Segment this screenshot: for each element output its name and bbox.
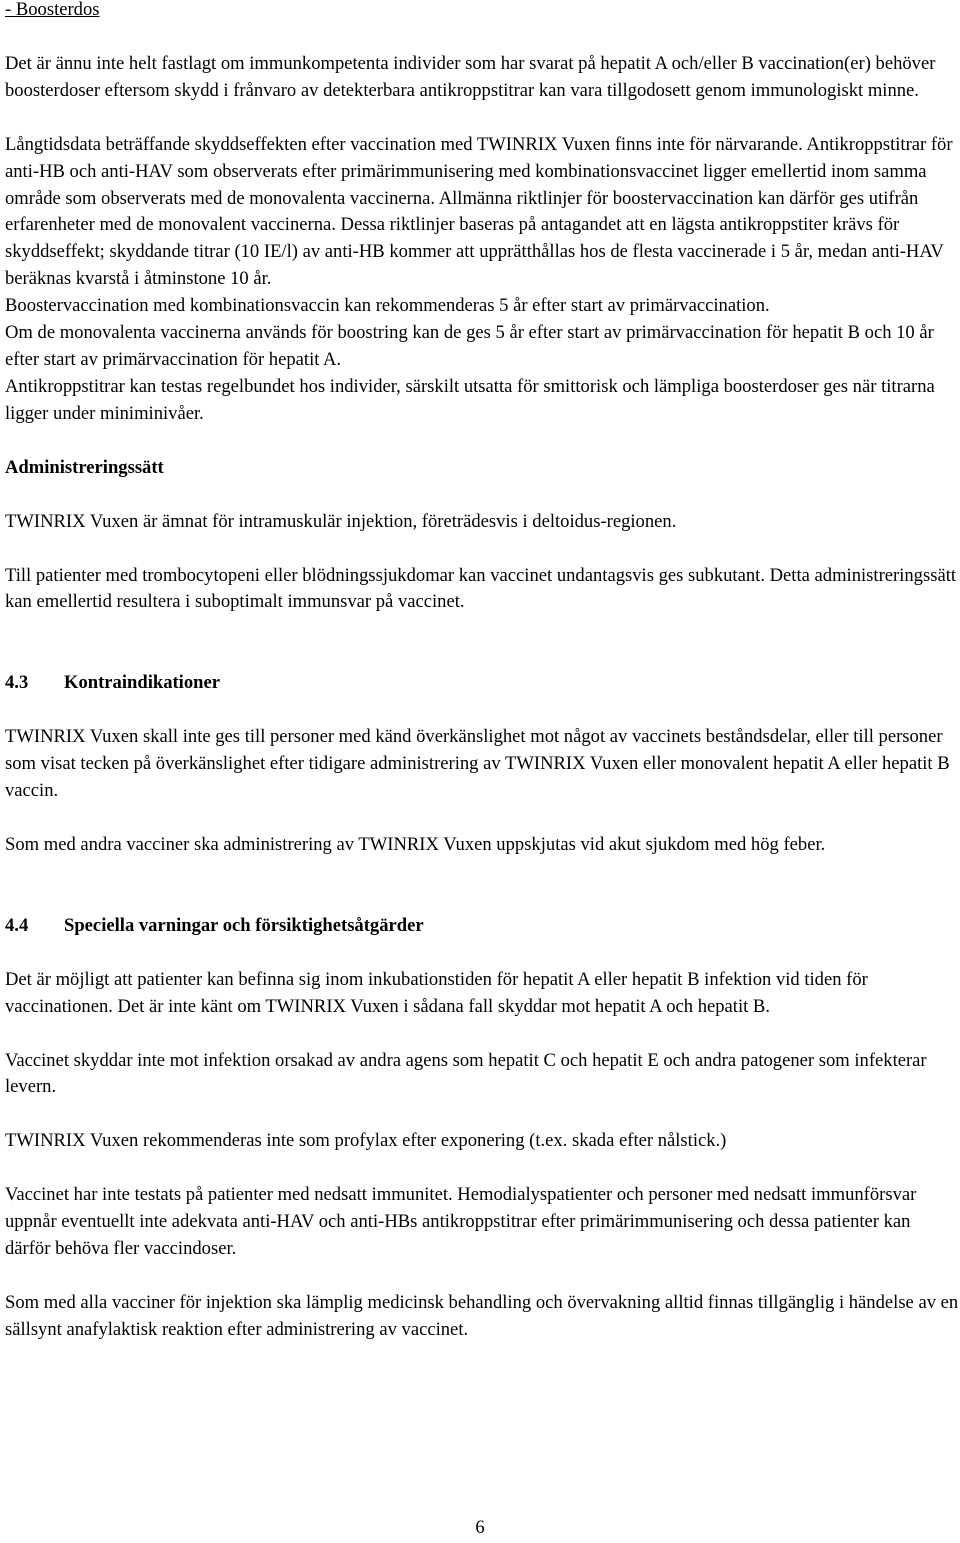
section-4-4-title: Speciella varningar och försiktighetsåtgärder [64,914,424,936]
administrering-paragraph-1: TWINRIX Vuxen är ämnat för intramuskulär injektion, företrädesvis i deltoidus-regionen. [5,510,677,532]
boosterdos-heading: - Boosterdos [5,0,100,20]
administrering-paragraph-2: Till patienter med trombocytopeni eller blödningssjukdomar kan vaccinet undantagsvis ges subkutant. Detta administreringssätt kan emellertid resultera i suboptimalt immunsvar på vaccinet. [5,564,957,613]
boosterdos-paragraph-5: Antikroppstitrar kan testas regelbundet hos individer, särskilt utsatta för smittorisk och lämpliga boosterdoser ges när titrarna ligger under miniminivåer. [5,375,935,424]
varningar-paragraph-4: Vaccinet har inte testats på patienter med nedsatt immunitet. Hemodialyspatienter och personer med nedsatt immunförsvar uppnår eventuellt inte adekvata anti-HAV och anti-HBs antikroppstitrar efter primärimmunisering och dessa patienter kan därför behöva fler vaccindoser. [5,1184,917,1260]
varningar-paragraph-5: Som med alla vacciner för injektion ska lämplig medicinsk behandling och övervakning alltid finnas tillgänglig i händelse av en sällsynt anafylaktisk reaktion efter administrering av vaccinet. [5,1292,959,1340]
boosterdos-paragraph-2: Långtidsdata beträffande skyddseffekten efter vaccination med TWINRIX Vuxen finns inte för närvarande. Antikroppstitrar för anti-HB och anti-HAV som observerats efter primärimmunisering med kombinationsvaccinet ligger emellertid inom samma område som observerats med de monovalenta vaccinerna. Allmänna riktlinjer för boostervaccination kan därför ges utifrån erfarenheter med de monovalent vaccinerna. Dessa riktlinjer baseras på antagandet att en lägsta antikroppstiter krävs för skyddseffekt; skyddande titrar (10 IE/l) av anti-HB kommer att upprätthållas hos de flesta vaccinerade i 5 år, medan anti-HAV beräknas kvarstå i åtminstone 10 år. [5,133,953,290]
varningar-paragraph-1: Det är möjligt att patienter kan befinna sig inom inkubationstiden för hepatit A eller hepatit B infektion vid tiden för vaccinationen. Det är inte känt om TWINRIX Vuxen i sådana fall skyddar mot hepatit A och hepatit B. [5,968,868,1017]
varningar-paragraph-3: TWINRIX Vuxen rekommenderas inte som profylax efter exponering (t.ex. skada efter nålstick.) [5,1130,727,1152]
page-number: 6 [475,1517,485,1538]
varningar-paragraph-2: Vaccinet skyddar inte mot infektion orsakad av andra agens som hepatit C och hepatit E och andra patogener som infekterar levern. [5,1049,927,1098]
section-4-3-heading [5,670,960,697]
section-4-3-number: 4.3 [5,672,29,694]
section-4-3-title: Kontraindikationer [64,672,220,694]
boosterdos-paragraph-3: Boostervaccination med kombinationsvaccin kan rekommenderas 5 år efter start av primärvaccination. [5,295,770,317]
kontraindikationer-paragraph-2: Som med andra vacciner ska administrering av TWINRIX Vuxen uppskjutas vid akut sjukdom med hög feber. [5,833,826,855]
boosterdos-paragraph-4: Om de monovalenta vaccinerna används för boostring kan de ges 5 år efter start av primärvaccination för hepatit B och 10 år efter start av primärvaccination för hepatit A. [5,322,934,370]
administrering-heading: Administreringssätt [5,456,164,478]
section-4-4-number: 4.4 [5,914,29,936]
boosterdos-paragraph-1: Det är ännu inte helt fastlagt om immunkompetenta individer som har svarat på hepatit A och/eller B vaccination(er) behöver boosterdoser eftersom skydd i frånvaro av detekterbara antikroppstitrar kan vara tillgodosett genom immunologiskt minne. [5,52,936,101]
section-4-4-heading [5,913,960,940]
kontraindikationer-paragraph-1: TWINRIX Vuxen skall inte ges till personer med känd överkänslighet mot något av vaccinets beståndsdelar, eller till personer som visat tecken på överkänslighet efter tidigare administrering av TWINRIX Vuxen eller monovalent hepatit A eller hepatit B vaccin. [5,726,950,802]
document-page [5,0,960,1344]
